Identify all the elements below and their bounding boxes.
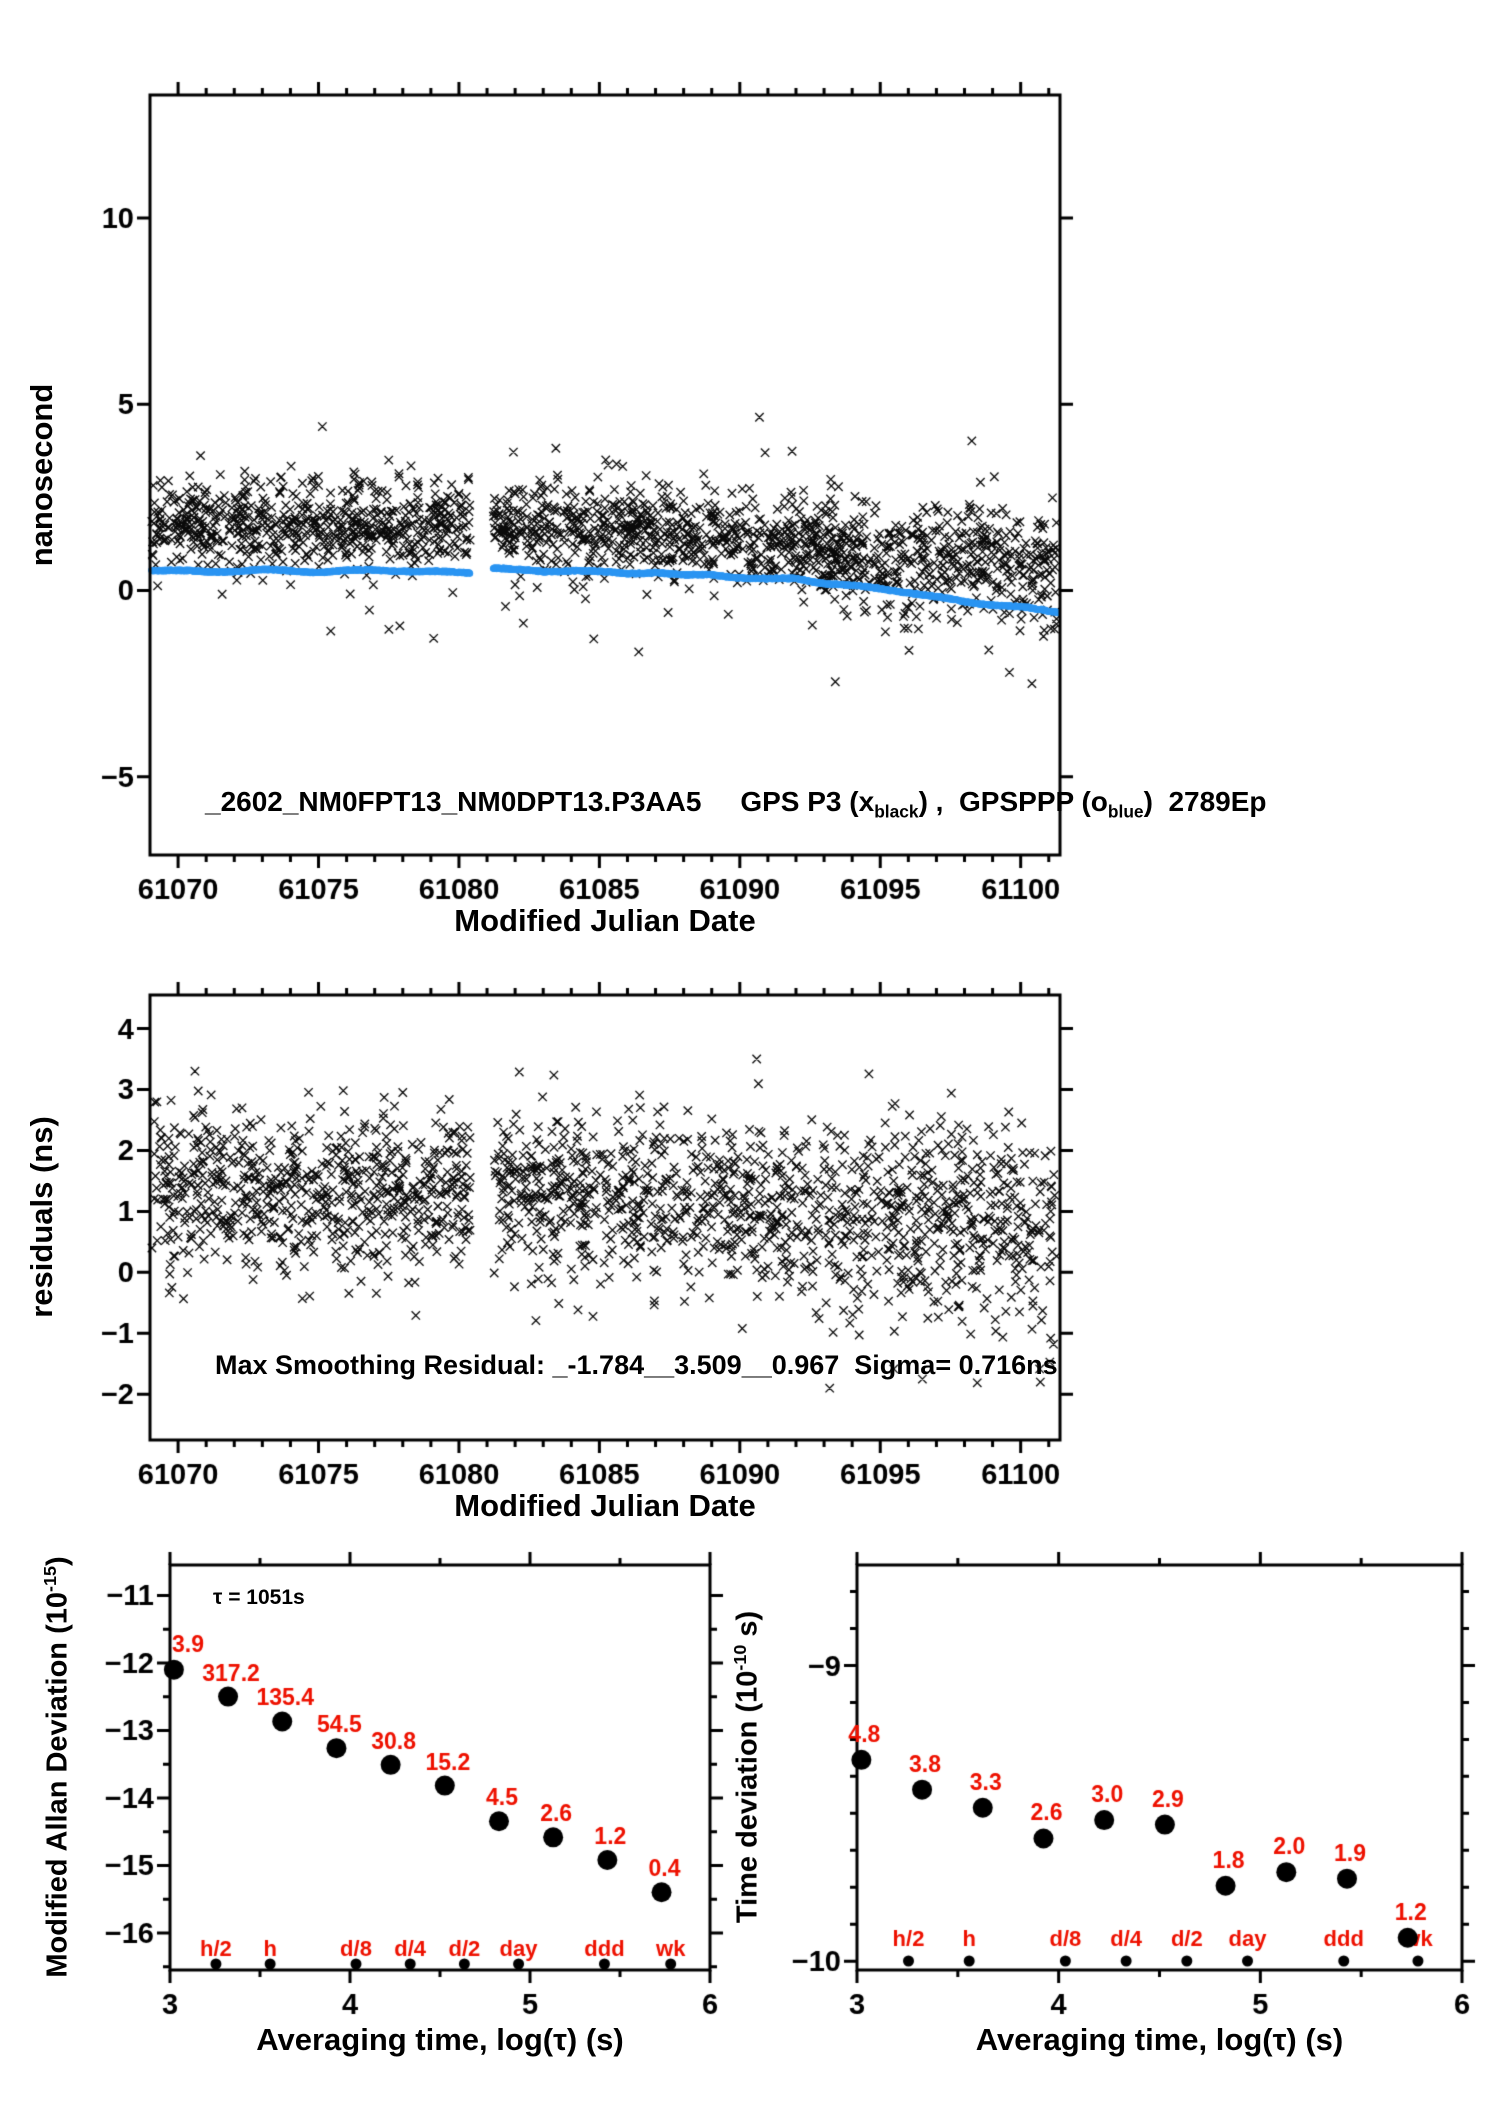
middle-xaxis-title: Modified Julian Date xyxy=(454,1488,756,1523)
bottom-right-xaxis-title: Averaging time, log(τ) (s) xyxy=(975,2022,1344,2057)
bottom-left-yaxis-title: Modified Allan Deviation $(10^{-15})$ xyxy=(39,1556,74,1978)
bottom-right-yaxis-title: Time deviation ($10^{-10}$ s) xyxy=(729,1610,764,1924)
top-xaxis-title: Modified Julian Date xyxy=(454,903,756,938)
tau-annotation: τ = 1051s xyxy=(213,1586,305,1609)
top-yaxis-title: nanosecond xyxy=(24,383,59,567)
residual-annotation: Max Smoothing Residual: _-1.784__3.509__0.967 Sigma= 0.716ns xyxy=(215,1350,1058,1380)
bottom-left-xaxis-title: Averaging time, log(τ) (s) xyxy=(256,2022,624,2057)
top-panel-annotation: _2602_NM0FPT13_NM0DPT13.P3AA5 GPS P3 $(x_{black})$ , GPSPPP $(o_{blue})$ 2789Ep xyxy=(205,786,1267,822)
middle-yaxis-title: residuals (ns) xyxy=(24,1116,59,1318)
